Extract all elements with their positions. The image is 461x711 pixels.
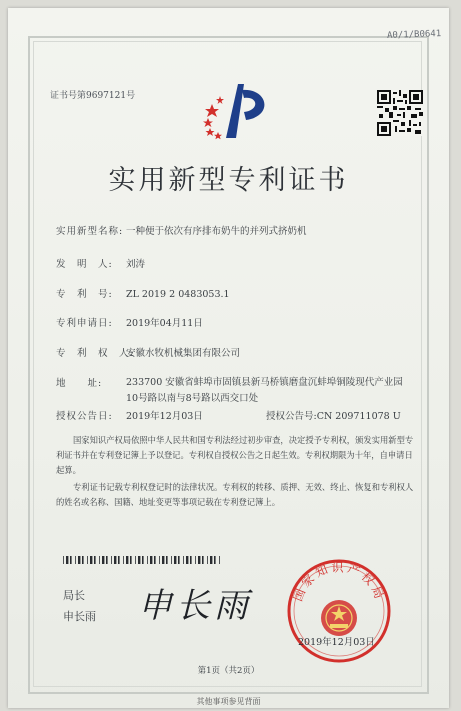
address-value: 233700 安徽省蚌埠市固镇县新马桥镇磨盘沉蚌埠铜陵现代产业园10号路以南与8号路以西交口处 <box>126 377 403 404</box>
director-name: 申长雨 <box>63 610 96 623</box>
barcode-icon <box>63 556 223 564</box>
paragraph-legal: 专利证书记载专利权登记时的法律状况。专利权的转移、质押、无效、终止、恢复和专利权人的姓名或名称、国籍、地址变更等事项记载在专利登记簿上。 <box>56 482 414 507</box>
page-number: 第1页（共2页） <box>197 666 260 676</box>
certificate-number: 证书号第9697121号 <box>50 91 136 101</box>
field-value: 2019年12月03日 <box>126 411 203 422</box>
field-announce <box>56 408 401 422</box>
field-inventor <box>56 256 145 270</box>
field-patentee <box>56 345 240 359</box>
field-label: 实用新型名称: <box>56 226 124 237</box>
seal-date: 2019年12月03日 <box>298 637 375 648</box>
director-signature: 申长雨 <box>138 586 252 626</box>
field-value: 安徽水牧机械集团有限公司 <box>126 348 241 359</box>
footer-note: 其他事项参见背面 <box>196 697 261 706</box>
field-value: CN 209711078 U <box>316 411 401 422</box>
field-label: 专利申请日: <box>56 318 113 329</box>
field-value: ZL 2019 2 0483053.1 <box>126 289 230 300</box>
field-label: 地 址: <box>56 378 103 389</box>
qr-code-icon <box>377 90 423 136</box>
field-utility-name <box>56 223 307 237</box>
field-address <box>56 375 126 389</box>
field-value: 刘涛 <box>126 259 146 270</box>
certificate-paper <box>8 8 449 708</box>
director-title: 局长 <box>63 589 85 602</box>
svg-text:国家知识产权局 <box>291 560 388 603</box>
page-title: 实用新型专利证书 <box>108 165 349 196</box>
paragraph-grant: 国家知识产权局依照中华人民共和国专利法经过初步审查，决定授予专利权，颁发实用新型专利证书并在专利登记簿上予以登记。专利权自授权公告之日起生效。专利权期限为十年，自申请日起算。 <box>56 435 414 475</box>
field-label: 授权公告日: <box>56 411 113 422</box>
official-seal-icon <box>284 556 394 666</box>
field-label: 授权公告号: <box>266 411 317 422</box>
field-value: 2019年04月11日 <box>126 318 203 329</box>
field-value: 一种便于依次有序排布奶牛的并列式挤奶机 <box>126 226 307 237</box>
patent-office-logo-icon <box>198 76 278 146</box>
field-filing-date <box>56 315 203 329</box>
field-patent-number <box>56 286 230 300</box>
field-label: 发 明 人: <box>56 259 113 270</box>
field-label: 专 利 号: <box>56 289 113 300</box>
seal-text: 国家知识产权局 <box>290 560 388 604</box>
handwritten-note: A0/1/B0641 <box>386 29 442 41</box>
field-label: 专 利 权 人: <box>56 348 134 359</box>
